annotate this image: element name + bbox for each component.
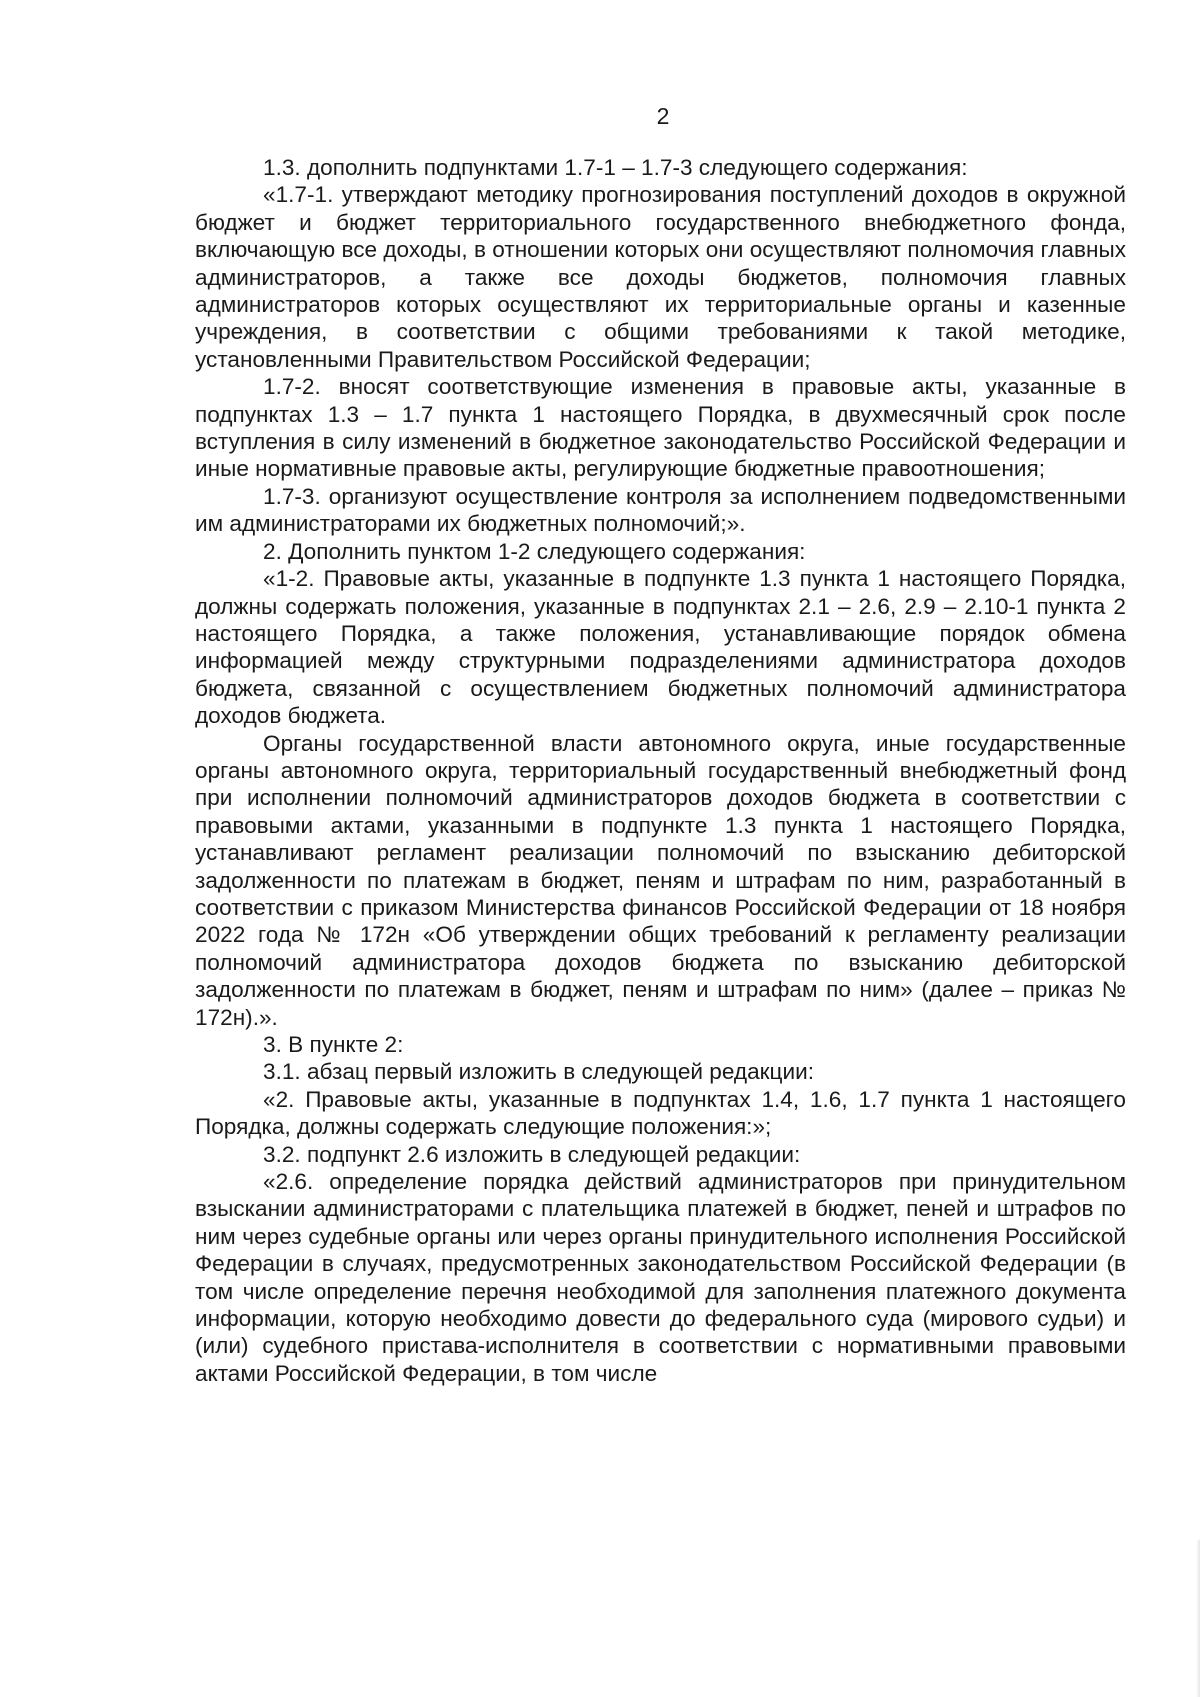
paragraph-2: 2. Дополнить пунктом 1-2 следующего содержания: xyxy=(263,538,806,564)
paragraph-2-quoted: «2. Правовые акты, указанные в подпунктах 1.4, 1.6, 1.7 пункта 1 настоящего Порядка, должны содержать следующие положения:»; xyxy=(195,1086,1126,1140)
paragraph-1-7-1: «1.7-1. утверждают методику прогнозирования поступлений доходов в окружной бюджет и бюджет территориального государственного внебюджетного фонда, включающую все доходы, в отношении которых они осуществляют полномочия главных администраторов, а также все доходы бюджетов, полномочия главных администраторов которых осуществляют их территориальные органы и казенные учреждения, в соответствии с общими требованиями к такой методике, установленными Правительством Российской Федерации; xyxy=(195,182,1126,372)
paragraph-organs: Органы государственной власти автономного округа, иные государственные органы автономного округа, территориальный государственный внебюджетный фонд при исполнении полномочий администраторов доходов бюджета в соответствии с правовыми актами, указанными в подпункте 1.3 пункта 1 настоящего Порядка, устанавливают регламент реализации полномочий по взысканию дебиторской задолженности по платежам в бюджет, пеням и штрафам по ним, разработанный в соответствии с приказом Министерства финансов Российской Федерации от 18 ноября 2022 года № 172н «Об утверждении общих требований к регламенту реализации полномочий администратора доходов бюджета по взысканию дебиторской задолженности по платежам в бюджет, пеням и штрафам по ним» (далее – приказ № 172н).». xyxy=(195,730,1126,1030)
paragraph-2-6: «2.6. определение порядка действий администраторов при принудительном взыскании администраторами с плательщика платежей в бюджет, пеней и штрафов по ним через судебные органы или через органы принудительного исполнения Российской Федерации в случаях, предусмотренных законодательством Российской Федерации (в том числе определение перечня необходимой для заполнения платежного документа информации, которую необходимо довести до федерального суда (мирового судьи) и (или) судебного пристава-исполнителя в соответствии с нормативными правовыми актами Российской Федерации, в том числе xyxy=(195,1169,1126,1386)
paragraph-3: 3. В пункте 2: xyxy=(263,1032,404,1057)
paragraph-1-3: 1.3. дополнить подпунктами 1.7-1 – 1.7-3 следующего содержания: xyxy=(263,155,968,180)
page-number: 2 xyxy=(656,103,670,129)
paragraph-1-7-2: 1.7-2. вносят соответствующие изменения в правовые акты, указанные в подпунктах 1.3 – 1.7 пункта 1 настоящего Порядка, в двухмесячный срок после вступления в силу изменений в бюджетное законодательство Российской Федерации и иные нормативные правовые акты, регулирующие бюджетные правоотношения; xyxy=(195,374,1126,482)
paragraph-1-7-3: 1.7-3. организуют осуществление контроля за исполнением подведомственными им администраторами их бюджетных полномочий;». xyxy=(195,483,1126,537)
scan-edge-shadow xyxy=(1196,1540,1200,1697)
paragraph-1-2: «1-2. Правовые акты, указанные в подпункте 1.3 пункта 1 настоящего Порядка, должны содержать положения, указанные в подпунктах 2.1 – 2.6, 2.9 – 2.10-1 пункта 2 настоящего Порядка, а также положения, устанавливающие порядок обмена информацией между структурными подразделениями администратора доходов бюджета, связанной с осуществлением бюджетных полномочий администратора доходов бюджета. xyxy=(195,566,1126,729)
paragraph-3-2: 3.2. подпункт 2.6 изложить в следующей редакции: xyxy=(263,1141,801,1167)
document-body xyxy=(195,154,1126,1387)
paragraph-3-1: 3.1. абзац первый изложить в следующей редакции: xyxy=(263,1059,815,1085)
